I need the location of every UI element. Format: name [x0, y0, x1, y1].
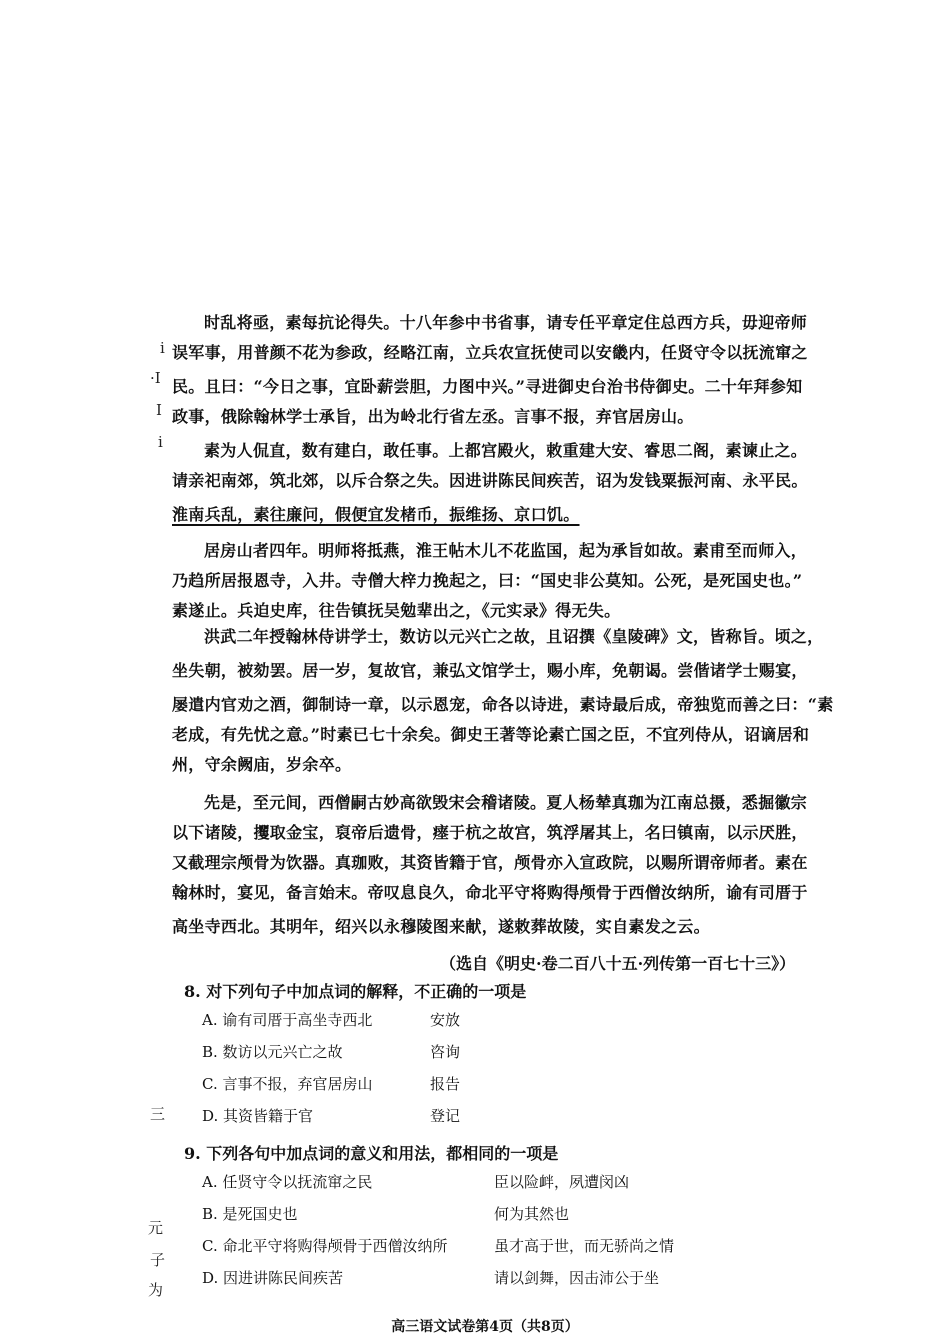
- question-8-stem: 8. 对下列句子中加点词的解释，不正确的一项是: [184, 982, 527, 1001]
- passage-line: 坐失朝，被劾罢。居一岁，复故官，兼弘文馆学士，赐小库，免朝谒。尝偕诸学士赐宴，: [172, 661, 808, 680]
- question-8-option-b: B. 数访以元兴亡之故: [202, 1043, 343, 1061]
- question-9-compare-d: 请以剑舞，因击沛公于坐: [494, 1269, 660, 1287]
- passage-paragraph-5: [172, 788, 840, 942]
- passage-paragraph-4: [172, 622, 840, 780]
- margin-mark: 三: [150, 1105, 166, 1123]
- passage-paragraph-2: [172, 436, 840, 530]
- question-9-option-c: C. 命北平守将购得颅骨于西僧汝纳所: [202, 1237, 448, 1255]
- passage-line: 民。且曰：“今日之事，宜卧薪尝胆，力图中兴。”寻进御史台治书侍御史。二十年拜参知: [172, 377, 803, 396]
- margin-mark: 为: [148, 1281, 164, 1299]
- passage-paragraph-3: [172, 536, 840, 626]
- question-9-option-b: B. 是死国史也: [202, 1205, 298, 1223]
- question-9-compare-a: 臣以险衅，夙遭闵凶: [494, 1173, 630, 1191]
- question-9-option-a: A. 任贤守令以抚流窜之民: [202, 1173, 373, 1191]
- underlined-sentence: 淮南兵乱，素往廉问，假便宜发楮币，振维扬、京口饥。: [172, 505, 580, 524]
- passage-line: 时乱将亟，素每抗论得失。十八年参中书省事，请专任平章定住总西方兵，毋迎帝师: [204, 313, 808, 332]
- passage-line: 居房山者四年。明师将抵燕，淮王帖木儿不花监国，起为承旨如故。素甫至而师入，: [204, 541, 808, 560]
- passage-paragraph-1: [172, 308, 840, 432]
- passage-line: 以下诸陵，攫取金宝，裒帝后遗骨，瘗于杭之故宫，筑浮屠其上，名曰镇南，以示厌胜，: [172, 823, 808, 842]
- margin-mark: i: [160, 339, 165, 357]
- question-9-compare-b: 何为其然也: [494, 1205, 570, 1223]
- passage-line: 高坐寺西北。其明年，绍兴以永穆陵图来献，遂敕葬故陵，实自素发之云。: [172, 917, 710, 936]
- passage-line: 误军事，用普颜不花为参政，经略江南，立兵农宣抚使司以安畿内，任贤守令以抚流窜之: [172, 343, 808, 362]
- passage-line: 先是，至元间，西僧嗣古妙高欲毁宋会稽诸陵。夏人杨辇真珈为江南总摄，悉掘徽宗: [204, 793, 808, 812]
- passage-line: 屡遣内官劝之酒，御制诗一章，以示恩宠，命各以诗进，素诗最后成，帝独览而善之曰：“素: [172, 695, 834, 714]
- question-8-option-c: C. 言事不报，弃官居房山: [202, 1075, 373, 1093]
- question-8-option-d: D. 其资皆籍于官: [202, 1107, 314, 1125]
- question-8-gloss-b: 咨询: [430, 1043, 461, 1061]
- passage-line: 州，守余阙庙，岁余卒。: [172, 755, 352, 774]
- question-9-stem: 9. 下列各句中加点词的意义和用法，都相同的一项是: [184, 1144, 559, 1163]
- passage-line: 洪武二年授翰林侍讲学士，数访以元兴亡之故，且诏撰《皇陵碑》文，皆称旨。顷之，: [204, 627, 824, 646]
- margin-mark: I: [156, 401, 162, 419]
- passage-line: 老成，有先忧之意。”时素已七十余矣。御史王著等论素亡国之臣，不宜列侍从，诏谪居和: [172, 725, 810, 744]
- passage-line: 请亲祀南郊，筑北郊，以斥合祭之失。因进讲陈民间疾苦，诏为发钱粟振河南、永平民。: [172, 471, 808, 490]
- question-9-compare-c: 虽才高于世，而无骄尚之情: [494, 1237, 675, 1255]
- margin-mark: 子: [150, 1251, 166, 1269]
- page-footer: 高三语文试卷第4页（共8页）: [391, 1319, 579, 1335]
- passage-line: 政事，俄除翰林学士承旨，出为岭北行省左丞。言事不报，弃官居房山。: [172, 407, 694, 426]
- question-8-gloss-a: 安放: [430, 1011, 461, 1029]
- passage-line: 翰林时，宴见，备言始末。帝叹息良久，命北平守将购得颅骨于西僧汝纳所，谕有司厝于: [172, 883, 808, 902]
- margin-mark: ·I: [150, 369, 161, 387]
- question-8-option-a: A. 谕有司厝于高坐寺西北: [202, 1011, 373, 1029]
- margin-mark: i: [158, 433, 163, 451]
- margin-mark: 元: [148, 1219, 164, 1237]
- question-9-option-d: D. 因进讲陈民间疾苦: [202, 1269, 344, 1287]
- passage-line: 素遂止。兵迫史库，往告镇抚吴勉辈出之，《元实录》得无失。: [172, 601, 621, 620]
- passage-line: 又截理宗颅骨为饮器。真珈败，其资皆籍于官，颅骨亦入宣政院，以赐所谓帝师者。素在: [172, 853, 808, 872]
- passage-source: （选自《明史·卷二百八十五·列传第一百七十三》）: [440, 954, 796, 973]
- passage-line: 乃趋所居报恩寺，入井。寺僧大梓力挽起之，曰：“国史非公莫知。公死，是死国史也。”: [172, 571, 803, 590]
- question-8-gloss-d: 登记: [430, 1107, 461, 1125]
- question-8-gloss-c: 报告: [430, 1075, 461, 1093]
- passage-line: 素为人侃直，数有建白，敢任事。上都宫殿火，敕重建大安、睿思二阁，素谏止之。: [204, 441, 808, 460]
